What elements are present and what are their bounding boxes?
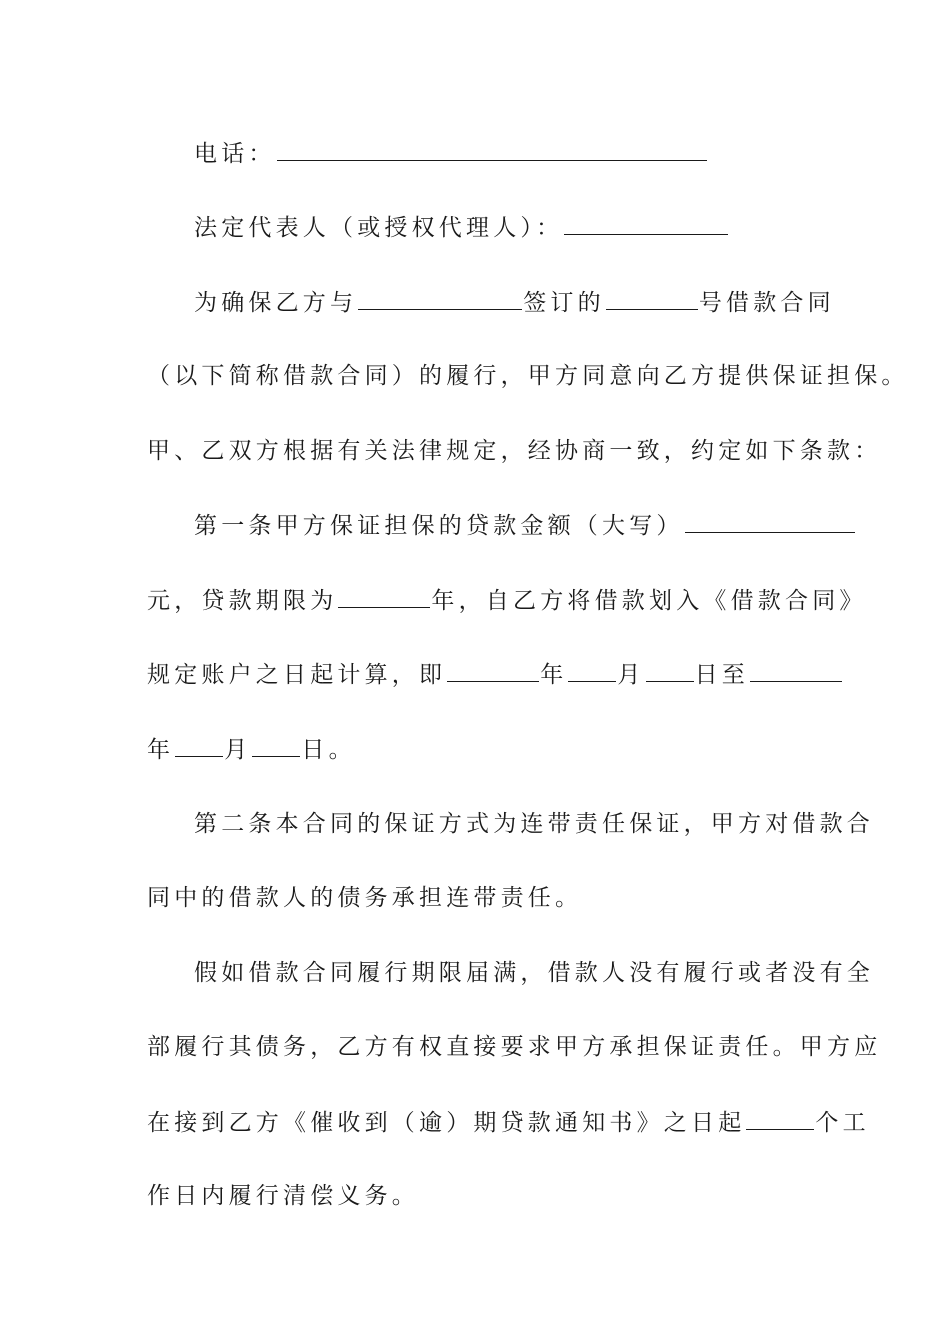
loan-amount-blank[interactable] bbox=[685, 510, 855, 533]
text-segment: 个工 bbox=[815, 1110, 870, 1136]
article-2-line bbox=[194, 809, 874, 839]
text-segment: 部履行其债务，乙方有权直接要求甲方承担保证责任。甲方应 bbox=[147, 1034, 882, 1060]
text-segment: 签订的 bbox=[523, 290, 605, 316]
paragraph-line bbox=[147, 1107, 870, 1138]
text-segment: 年 bbox=[147, 737, 175, 763]
end-day-blank[interactable] bbox=[252, 734, 300, 757]
start-year-blank[interactable] bbox=[447, 659, 539, 682]
start-day-blank[interactable] bbox=[646, 659, 694, 682]
text-segment: 号借款合同 bbox=[698, 290, 835, 316]
paragraph-line bbox=[147, 1181, 807, 1211]
start-month-blank[interactable] bbox=[568, 659, 616, 682]
text-segment: 日。 bbox=[301, 737, 356, 763]
text-segment: 月 bbox=[617, 662, 645, 688]
paragraph-line bbox=[147, 436, 882, 466]
paragraph-line bbox=[147, 659, 807, 690]
text-segment: 年，自乙方将借款划入《借款合同》 bbox=[431, 588, 867, 614]
end-month-blank[interactable] bbox=[175, 734, 223, 757]
text-segment: 第一条甲方保证担保的贷款金额（大写） bbox=[194, 513, 684, 539]
paragraph-line bbox=[147, 361, 909, 391]
paragraph-line bbox=[147, 734, 807, 765]
article-1-line bbox=[194, 510, 807, 541]
legal-representative-line bbox=[194, 212, 807, 243]
text-segment: 甲、乙双方根据有关法律规定，经协商一致，约定如下条款： bbox=[147, 438, 882, 464]
text-segment: （以下简称借款合同）的履行，甲方同意向乙方提供保证担保。 bbox=[147, 363, 909, 389]
contract-number-blank[interactable] bbox=[606, 287, 698, 310]
legal-representative-label: 法定代表人（或授权代理人）： bbox=[194, 215, 564, 241]
phone-line bbox=[194, 138, 807, 169]
text-segment: 日至 bbox=[694, 662, 750, 688]
party-b-counterparty-blank[interactable] bbox=[358, 287, 522, 310]
paragraph-line bbox=[147, 585, 867, 616]
text-segment: 规定账户之日起计算，即 bbox=[147, 662, 447, 688]
loan-term-blank[interactable] bbox=[338, 585, 430, 608]
phone-blank[interactable] bbox=[277, 138, 707, 161]
text-segment: 年 bbox=[540, 662, 568, 688]
text-segment: 元，贷款期限为 bbox=[147, 588, 338, 614]
text-segment: 假如借款合同履行期限届满，借款人没有履行或者没有全 bbox=[194, 960, 874, 986]
legal-representative-blank[interactable] bbox=[564, 212, 728, 235]
text-segment: 为确保乙方与 bbox=[194, 290, 358, 316]
paragraph-line bbox=[147, 1032, 882, 1062]
phone-label: 电话： bbox=[194, 141, 276, 167]
paragraph-line bbox=[147, 883, 807, 913]
paragraph-line bbox=[194, 958, 874, 988]
text-segment: 在接到乙方《催收到（逾）期贷款通知书》之日起 bbox=[147, 1110, 746, 1136]
end-year-blank[interactable] bbox=[750, 659, 842, 682]
text-segment: 作日内履行清偿义务。 bbox=[147, 1183, 419, 1209]
text-segment: 同中的借款人的债务承担连带责任。 bbox=[147, 885, 583, 911]
working-days-blank[interactable] bbox=[746, 1107, 814, 1130]
text-segment: 第二条本合同的保证方式为连带责任保证，甲方对借款合 bbox=[194, 811, 874, 837]
text-segment: 月 bbox=[224, 737, 252, 763]
paragraph-line bbox=[194, 287, 835, 318]
